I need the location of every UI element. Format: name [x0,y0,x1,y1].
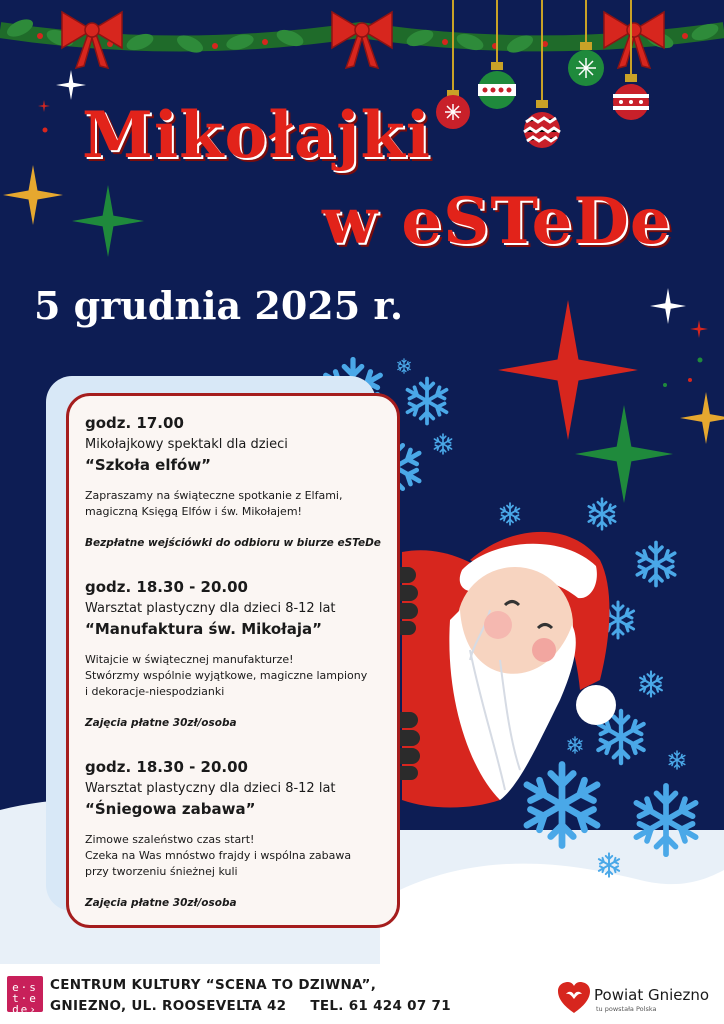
event-name: “Manufaktura św. Mikołaja” [85,620,322,638]
event-2 [85,578,390,730]
desc-line: Zapraszamy na świąteczne spotkanie z Elfami, [85,489,343,502]
event-name: “Śniegowa zabawa” [85,800,256,818]
event-name: “Szkoła elfów” [85,456,212,474]
event-time: godz. 18.30 - 20.00 [85,578,248,596]
powiat-gniezno-logo [556,980,592,1016]
desc-line: przy tworzeniu śnieżnej kuli [85,865,238,878]
desc-line: i dekoracje-niespodzianki [85,685,225,698]
santa-illustration [380,532,616,808]
desc-line: magiczną Księgą Elfów i św. Mikołajem! [85,505,302,518]
desc-line: Czeka na Was mnóstwo frajdy i wspólna zabawa [85,849,352,862]
event-description [85,832,390,880]
title-line-2: w eSTeDe [322,184,672,259]
event-subtitle: Warsztat plastyczny dla dzieci 8-12 lat [85,781,336,796]
event-description [85,652,390,700]
event-1 [85,414,390,550]
venue-phone: TEL. 61 424 07 71 [310,998,451,1014]
logo-text: t·e [12,992,38,1005]
desc-line: Zimowe szaleństwo czas start! [85,833,255,846]
event-date: 5 grudnia 2025 r. [34,283,404,328]
event-note: Bezpłatne wejściówki do odbioru w biurze eSTeDe [85,537,381,549]
estede-logo [7,976,43,1016]
event-time: godz. 18.30 - 20.00 [85,758,248,776]
event-note: Zajęcia płatne 30zł/osoba [85,717,237,729]
event-time: godz. 17.00 [85,414,184,432]
desc-line: Stwórzmy wspólnie wyjątkowe, magiczne lampiony [85,669,368,682]
event-3 [85,758,390,910]
logo-text: de› [12,1003,38,1016]
program-card [66,393,400,928]
partner-tagline: tu powstała Polska [596,1005,657,1013]
venue-address: GNIEZNO, UL. ROOSEVELTA 42 [50,998,287,1014]
venue-name: CENTRUM KULTURY “SCENA TO DZIWNA”, [50,977,377,993]
title-line-1: Mikołajki [82,98,432,173]
event-note: Zajęcia płatne 30zł/osoba [85,897,237,909]
event-description [85,488,390,520]
venue-address-line [50,998,451,1014]
event-subtitle: Mikołajkowy spektakl dla dzieci [85,437,288,452]
partner-name: Powiat Gniezno [594,986,710,1004]
logo-text: e·s [12,981,38,994]
desc-line: Witajcie w świątecznej manufakturze! [85,653,294,666]
event-subtitle: Warsztat plastyczny dla dzieci 8-12 lat [85,601,336,616]
